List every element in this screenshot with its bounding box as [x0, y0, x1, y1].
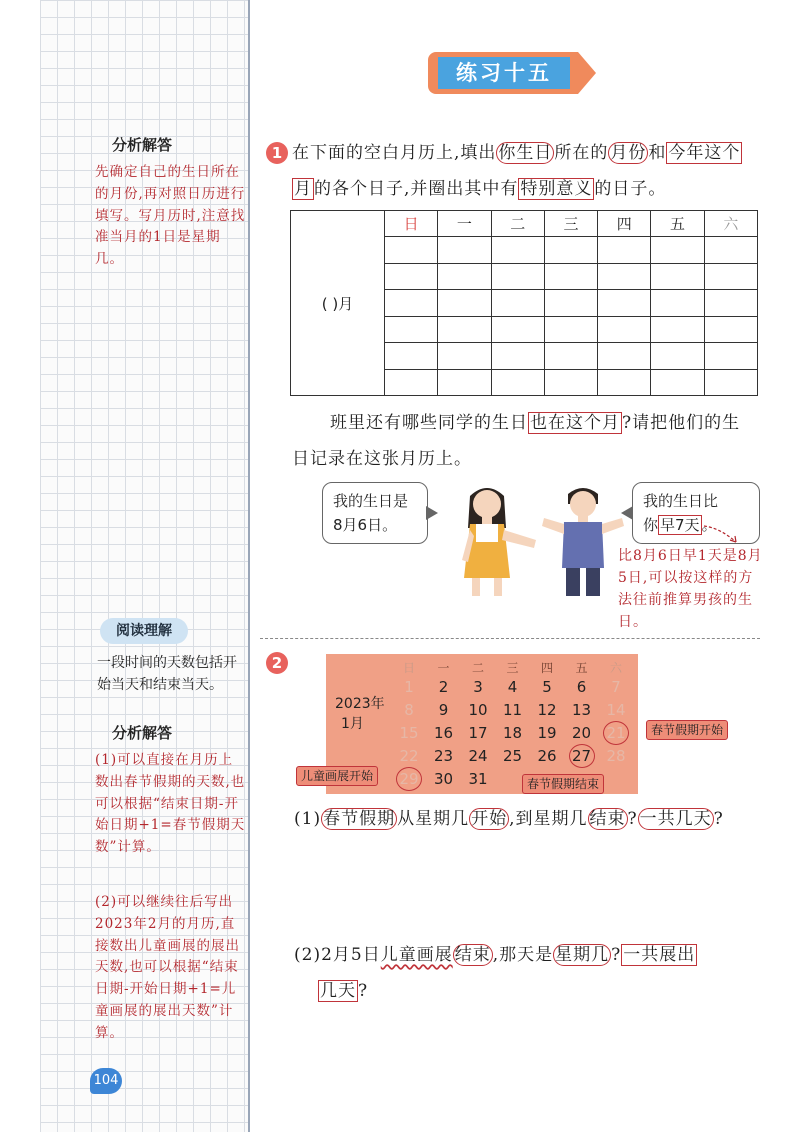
- q2-sub-question-1: (1) 春节假期 从星期几 开始 ,到星期几 结束 ? 一共几天 ?: [294, 809, 724, 829]
- analysis-heading-1: 分析解答: [112, 136, 173, 154]
- boy-illustration: [538, 478, 628, 598]
- calendar-weekday-header: 四: [540, 661, 553, 675]
- exercise-title: 练习十五: [456, 61, 552, 85]
- calendar-day: 1: [404, 678, 414, 696]
- calendar-day: 27: [571, 747, 592, 765]
- calendar-year-month: 2023年 1月: [335, 696, 385, 732]
- calendar-day: 19: [537, 724, 557, 742]
- calendar-day: 7: [611, 678, 621, 696]
- calendar-day: 31: [468, 770, 488, 788]
- q1-line-1: 在下面的空白月历上,填出 你生日 所在的 月份 和 今年这个: [292, 143, 741, 163]
- blank-month-calendar: [290, 210, 758, 396]
- weekday-thu: 四: [598, 211, 651, 237]
- calendar-day: 26: [537, 747, 557, 765]
- page-number: 104: [90, 1068, 122, 1094]
- weekday-fri: 五: [651, 211, 704, 237]
- mark-how-many-days-2: 几天: [320, 981, 356, 1001]
- calendar-day: 18: [502, 724, 523, 742]
- calendar-day: 12: [537, 701, 557, 719]
- mark-end: 结束: [589, 809, 626, 829]
- calendar-day: 16: [433, 724, 454, 742]
- calendar-day: 23: [433, 747, 454, 765]
- calendar-day: 28: [606, 747, 626, 765]
- exercise-title-banner: [428, 52, 596, 94]
- calendar-day: 9: [438, 701, 449, 719]
- calendar-day: 5: [542, 678, 552, 696]
- calendar-day: 29: [399, 770, 419, 788]
- boy-speech-bubble: 我的生日比 你 早7天 。: [632, 482, 760, 544]
- calendar-day: 20: [571, 724, 592, 742]
- weekday-mon: 一: [438, 211, 491, 237]
- mark-7-days-earlier: 早7天: [660, 516, 700, 534]
- calendar-day-circle: [396, 767, 422, 791]
- calendar-weekday-header: 五: [575, 661, 588, 675]
- analysis-note-1: 先确定自己的生日所在的月份,再对照日历进行填写。写月历时,注意找准当月的1日是星期几。: [95, 164, 246, 268]
- calendar-weekday-header: 日: [402, 661, 415, 675]
- mark-total-exhibit: 一共展出: [623, 945, 696, 965]
- mark-children-exhibition: 儿童画展: [380, 945, 453, 965]
- month-label: ( )月: [291, 211, 385, 396]
- calendar-day: 22: [399, 747, 419, 765]
- reading-badge: 阅读理解: [100, 618, 188, 644]
- calendar-day: 2: [438, 678, 449, 696]
- calendar-day: 11: [502, 701, 523, 719]
- calendar-day: 4: [507, 678, 518, 696]
- calendar-day: 6: [576, 678, 587, 696]
- q2-sub-question-2-line-2: 几天 ?: [320, 981, 369, 1001]
- mark-special-meaning: 特别意义: [520, 179, 593, 199]
- q1-line-2: 月 的各个日子,并圈出其中有 特别意义 的日子。: [294, 179, 667, 199]
- calendar-weekday-header: 三: [506, 661, 519, 675]
- tag-spring-festival-start: 春节假期开始: [646, 720, 728, 740]
- girl-illustration: [432, 478, 542, 598]
- analysis-note-2a: (1)可以直接在月历上数出春节假期的天数,也可以根据“结束日期-开始日期+1=春节假期天数”计算。: [95, 752, 246, 856]
- calendar-day: 14: [606, 701, 626, 719]
- calendar-day: 17: [468, 724, 488, 742]
- girl-speech-bubble: 我的生日是 8月6日。: [322, 482, 428, 544]
- mark-month-char: 月: [294, 179, 312, 199]
- calendar-day: 15: [399, 724, 419, 742]
- mark-how-many-days: 一共几天: [639, 809, 712, 829]
- tag-exhibition-start: 儿童画展开始: [296, 766, 378, 786]
- mark-also-this-month: 也在这个月: [530, 413, 620, 433]
- q1-para-2-line-1: 班里还有哪些同学的生日 也在这个月 ?请把他们的生: [330, 413, 741, 433]
- mark-month: 月份: [610, 143, 647, 163]
- calendar-day: 13: [571, 701, 592, 719]
- question-1-number: 1: [266, 142, 288, 164]
- weekday-sat: 六: [704, 211, 757, 237]
- question-2-number: 2: [266, 652, 288, 674]
- calendar-day: 21: [606, 724, 626, 742]
- hint-text: 比8月6日早1天是8月5日,可以按这样的方法往前推算男孩的生日。: [618, 548, 763, 630]
- mark-exhibition-end: 结束: [454, 945, 491, 965]
- mark-which-weekday: 星期几: [555, 945, 610, 965]
- mark-your-birthday: 你生日: [498, 143, 553, 163]
- calendar-weekday-header: 六: [609, 661, 622, 675]
- weekday-wed: 三: [544, 211, 597, 237]
- mark-start: 开始: [471, 809, 508, 829]
- calendar-day: 8: [404, 701, 414, 719]
- q2-sub-question-2-line-1: (2)2月5日儿童画展 结束 ,那天是 星期几 ? 一共展出: [294, 945, 696, 965]
- mark-this-year: 今年这个: [668, 143, 741, 163]
- analysis-heading-2: 分析解答: [112, 724, 173, 742]
- mark-spring-festival: 春节假期: [323, 809, 396, 829]
- calendar-day: 24: [468, 747, 488, 765]
- calendar-day: 10: [468, 701, 488, 719]
- analysis-note-2b: (2)可以继续往后写出2023年2月的月历,直接数出儿童画展的展出天数,也可以根据“结束日期-开始日期+1=儿童画展的展出天数”计算。: [95, 894, 240, 1041]
- q1-para-2-line-2: 日记录在这张月历上。: [292, 449, 472, 469]
- reading-note: 一段时间的天数包括开始当天和结束当天。: [97, 655, 237, 693]
- section-divider: [260, 638, 760, 639]
- weekday-tue: 二: [491, 211, 544, 237]
- tag-spring-festival-end: 春节假期结束: [522, 774, 604, 794]
- calendar-day: 30: [433, 770, 454, 788]
- calendar-day-circle: [603, 721, 629, 745]
- calendar-weekday-header: 一: [437, 661, 450, 675]
- weekday-sun: 日: [385, 211, 438, 237]
- calendar-weekday-header: 二: [471, 661, 484, 675]
- calendar-day: 3: [473, 678, 483, 696]
- calendar-day: 25: [502, 747, 523, 765]
- calendar-day-circle: [569, 744, 595, 768]
